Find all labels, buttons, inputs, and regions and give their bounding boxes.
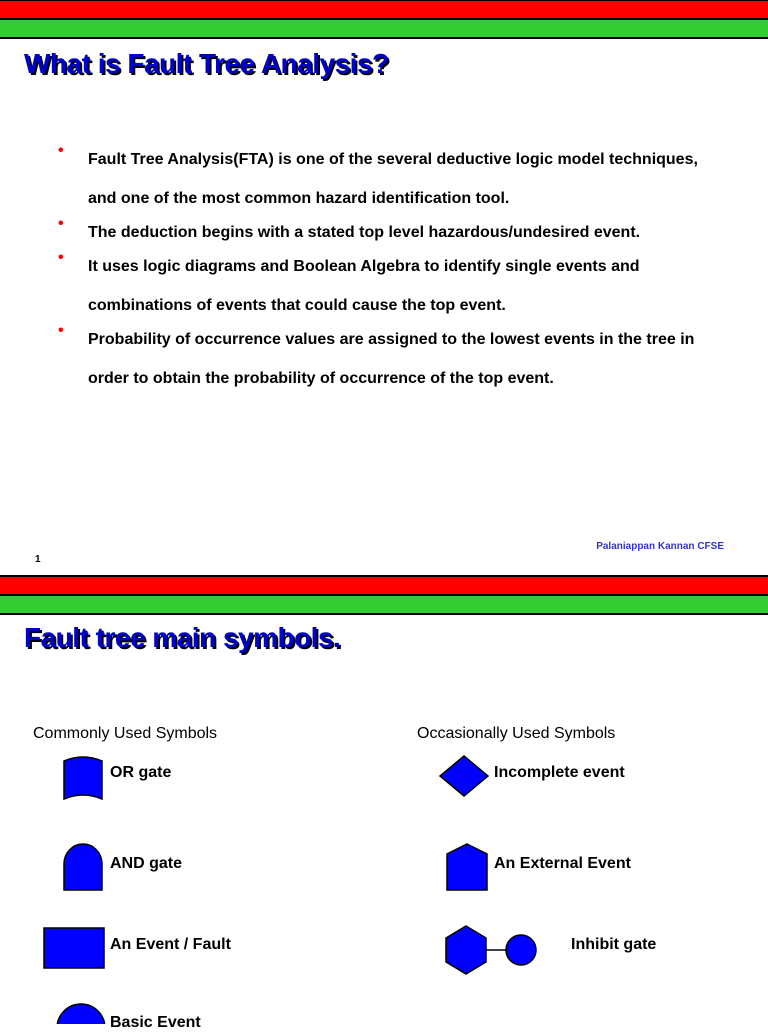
bullet-text: Probability of occurrence values are assigned to the lowest events in the tree in order to obtain the probability of occurrence of the top event. <box>88 331 695 387</box>
common-symbols-heading: Commonly Used Symbols <box>33 725 218 742</box>
bullet-icon: • <box>58 215 64 232</box>
event-rectangle-icon <box>43 927 105 969</box>
event-fault-label: An Event / Fault <box>110 936 231 953</box>
occasional-symbols-heading: Occasionally Used Symbols <box>417 725 616 742</box>
header-green-bar <box>0 596 768 613</box>
bullet-item <box>58 320 708 398</box>
author-credit: Palaniappan Kannan CFSE <box>596 541 724 552</box>
header-green-bar <box>0 20 768 37</box>
header-bottom-line <box>0 37 768 39</box>
bullet-list <box>58 142 708 403</box>
inhibit-gate-icon <box>444 924 540 976</box>
or-gate-icon <box>62 753 104 803</box>
slide-title: What is Fault Tree Analysis? <box>24 48 389 79</box>
header-red-bar <box>0 1 768 18</box>
bullet-text: The deduction begins with a stated top level hazardous/undesired event. <box>88 224 641 241</box>
bullet-text: Fault Tree Analysis(FTA) is one of the several deductive logic model techniques, and one of the most common hazard identification tool. <box>88 151 698 207</box>
incomplete-event-label: Incomplete event <box>494 764 625 781</box>
and-gate-label: AND gate <box>110 855 183 872</box>
incomplete-event-diamond-icon <box>438 754 490 798</box>
header-red-bar <box>0 577 768 594</box>
bullet-item <box>58 247 708 325</box>
external-event-label: An External Event <box>494 855 631 872</box>
basic-event-circle-icon <box>55 1002 107 1024</box>
bullet-icon: • <box>58 142 64 159</box>
bullet-text: It uses logic diagrams and Boolean Algebra to identify single events and combinations of events that could cause the top event. <box>88 258 640 314</box>
bullet-item <box>58 140 708 218</box>
or-gate-label: OR gate <box>110 764 172 781</box>
bullet-icon: • <box>58 249 64 266</box>
external-event-house-icon <box>445 842 489 892</box>
and-gate-icon <box>62 842 104 892</box>
bullet-icon: • <box>58 322 64 339</box>
basic-event-label: Basic Event <box>110 1014 201 1031</box>
slide-number: 1 <box>35 554 41 565</box>
inhibit-gate-label: Inhibit gate <box>571 936 657 953</box>
header-bottom-line <box>0 613 768 615</box>
slide-title: Fault tree main symbols. <box>24 622 341 653</box>
